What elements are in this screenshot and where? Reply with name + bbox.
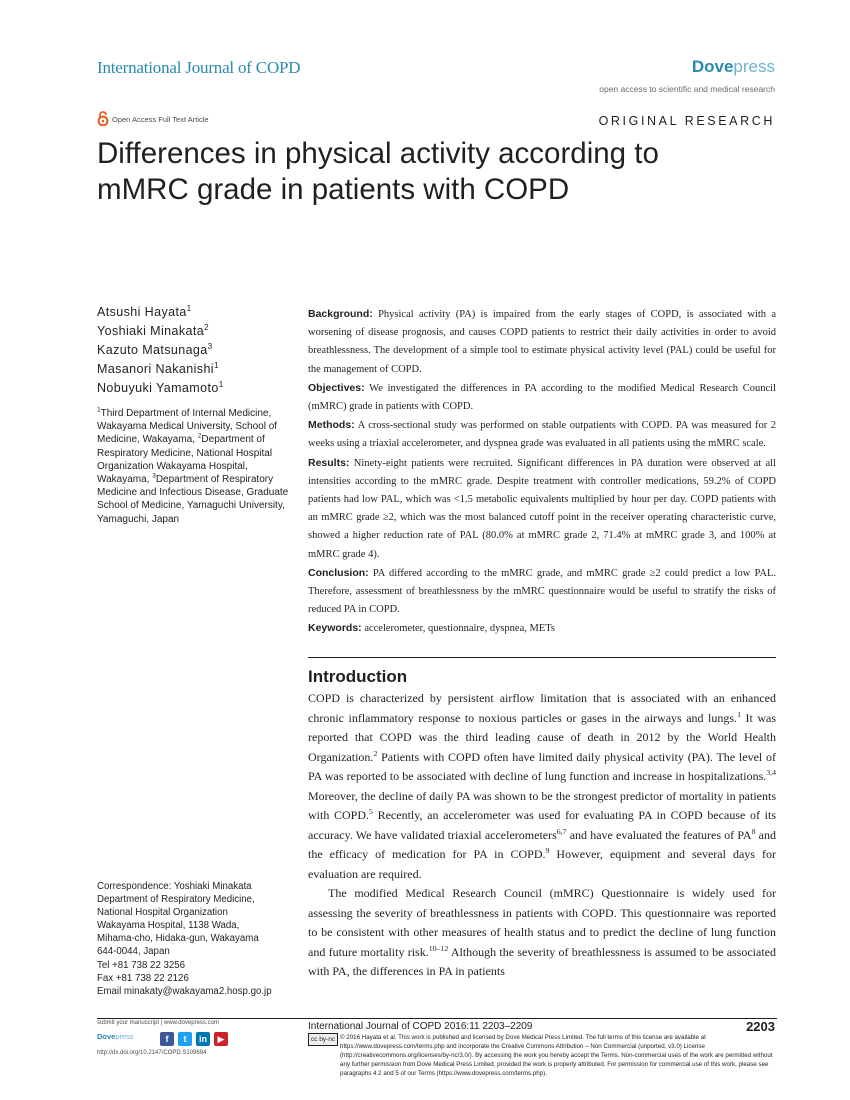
abstract-conclusion xyxy=(308,564,776,620)
results-label: Results: xyxy=(308,456,350,469)
citation-ref: 10–12 xyxy=(428,943,449,953)
abstract-methods xyxy=(308,416,776,453)
correspondence-line: Wakayama Hospital, 1138 Wada, xyxy=(97,920,240,932)
text-segment: Although the severity of breathlessness is assumed to be associated with PA, the differences in PA in patients xyxy=(308,944,776,978)
text-segment: However, equipment and several days for evaluation are required. xyxy=(308,847,776,881)
conclusion-label: Conclusion: xyxy=(308,566,369,579)
introduction-paragraph-1 xyxy=(308,689,776,884)
author-name-text: Kazuto Matsunaga xyxy=(97,343,208,357)
abstract-divider xyxy=(308,657,776,658)
abstract xyxy=(308,305,776,639)
author-name-text: Yoshiaki Minakata xyxy=(97,324,205,338)
affiliation-number: 1 xyxy=(97,406,101,414)
introduction-heading: Introduction xyxy=(308,667,408,686)
correspondence-line: Fax +81 738 22 2126 xyxy=(97,972,189,984)
correspondence-line: Correspondence: Yoshiaki Minakata xyxy=(97,881,252,892)
footer-logo-light: press xyxy=(115,1032,134,1041)
citation-ref: 6,7 xyxy=(556,826,567,836)
methods-text: A cross-sectional study was performed on stable outpatients with COPD. PA was measured for 2 weeks using a triaxial accelerometer, and dyspnea grade was evaluated in all patients using the mMRC scale. xyxy=(308,420,776,450)
abstract-background xyxy=(308,305,776,379)
correspondence-line: National Hospital Organization xyxy=(97,907,228,919)
author-name-text: Nobuyuki Yamamoto xyxy=(97,381,219,395)
author-affiliation-marker: 2 xyxy=(204,322,210,332)
social-links xyxy=(160,1032,228,1046)
doi-link[interactable]: http://dx.doi.org/10.2147/COPD.S109694 xyxy=(97,1050,207,1056)
author-name xyxy=(97,303,302,322)
affiliation-text: Third Department of Internal Medicine, Wakayama Medical University, School of Medicine, Wakayama, xyxy=(97,408,278,446)
open-access-label: Open Access Full Text Article xyxy=(112,115,209,124)
abstract-keywords xyxy=(308,619,776,638)
correspondence-line: Mihama-cho, Hidaka-gun, Wakayama xyxy=(97,933,259,945)
background-label: Background: xyxy=(308,308,373,320)
text-segment: Patients with COPD often have limited daily physical activity (PA). The level of PA was reported to be associated with decline of lung function and increase in hospitalizations. xyxy=(308,749,776,783)
page-number: 2203 xyxy=(746,1019,775,1034)
correspondence-line: Tel +81 738 22 3256 xyxy=(97,959,186,971)
open-access-lock-icon xyxy=(97,111,109,126)
article-title: Differences in physical activity according to mMRC grade in patients with COPD xyxy=(97,137,659,206)
citation-ref: 1 xyxy=(737,709,741,719)
author-name xyxy=(97,379,302,398)
background-text: Physical activity (PA) is impaired from the early stages of COPD, is associated with a worsening of disease prognosis, and causes COPD patients to restrict their daily activities in order to avoid breathlessness. The development of a simple tool to estimate physical activity level (PAL) could be useful for the management of COPD. xyxy=(308,309,776,375)
results-text: Ninety-eight patients were recruited. Significant differences in PA duration were observed at all intensities according to the mMRC grade. Despite treatment with controller medications, 59.2% of COPD patients had low PAL, which was <1.5 metabolic equivalents multiplied by hour per day. COPD patients with an mMRC grade ≥2, which was the most balanced cutoff point in the receiver operating characteristic curve, showed a higher reduction rate of PAL (80.0% at mMRC grade 2, 71.4% at mMRC grade 3, and 100% at mMRC grade 4). xyxy=(308,457,777,560)
footer-citation: International Journal of COPD 2016:11 2203–2209 xyxy=(308,1021,533,1032)
dovepress-logo[interactable] xyxy=(692,57,775,77)
introduction-body xyxy=(308,689,776,982)
objectives-text: We investigated the differences in PA according to the modified Medical Research Council (mMRC) grade in patients with COPD. xyxy=(308,382,776,413)
submit-manuscript-link[interactable]: submit your manuscript | www.dovepress.com xyxy=(97,1020,219,1026)
text-segment: and the efficacy of medication for PA in COPD. xyxy=(308,827,777,861)
logo-light: press xyxy=(733,57,775,76)
introduction-paragraph-2 xyxy=(308,884,776,982)
citation-ref: 8 xyxy=(751,826,756,836)
citation-ref: 2 xyxy=(373,748,378,758)
footer-logo-bold: Dove xyxy=(97,1032,116,1041)
citation-ref: 3,4 xyxy=(766,768,776,777)
methods-label: Methods: xyxy=(308,419,355,432)
footer-divider xyxy=(97,1018,777,1019)
social-icon[interactable]: t xyxy=(178,1032,192,1046)
author-affiliation-marker: 1 xyxy=(213,360,219,370)
text-segment: Moreover, the decline of daily PA was shown to be the strongest predictor of mortality in patients with COPD. xyxy=(308,788,776,822)
license-text: © 2016 Hayata et al. This work is published and licensed by Dove Medical Press Limited. The full terms of this license are available at https://www.dovepress.com/terms.php and incorporate the Creative Commons Attribution – Non Commercial (unported, v3.0) License (http://creativecommons.org/licenses/by-nc/3.0/). By accessing the work you hereby accept the Terms. Non-commercial uses of the work are permitted without any further permission from Dove Medical Press Limited, provided the work is properly attributed. For permission for commercial use of this work, please see paragraphs 4.2 and 5 of our Terms (https://www.dovepress.com/terms.php). xyxy=(340,1034,773,1077)
author-affiliation-marker: 1 xyxy=(186,303,192,313)
text-segment: and have evaluated the features of PA xyxy=(566,827,752,842)
affiliation-number: 2 xyxy=(197,433,202,441)
creative-commons-badge[interactable]: cc by-nc xyxy=(308,1033,338,1046)
citation-ref: 5 xyxy=(369,807,373,816)
author-name xyxy=(97,322,302,341)
author-affiliation-marker: 3 xyxy=(207,341,213,351)
publisher-tagline: open access to scientific and medical research xyxy=(599,84,775,94)
text-segment: The modified Medical Research Council (mMRC) Questionnaire is widely used for assessing the severity of breathlessness in patients with COPD. This questionnaire was reported to be consistent with other measures of health status and to predict the decline of lung function and future mortality risk. xyxy=(308,886,776,959)
text-segment: COPD is characterized by persistent airflow limitation that is associated with an enhanced chronic inflammatory response to noxious particles or gases in the airways and lungs. xyxy=(308,691,776,725)
author-name-text: Masanori Nakanishi xyxy=(97,362,214,376)
conclusion-text: PA differed according to the mMRC grade, and mMRC grade ≥2 could predict a low PAL. Therefore, assessment of breathlessness by the mMRC questionnaire would be useful to stratify the risks of reduced PA in COPD. xyxy=(308,567,776,616)
affiliations xyxy=(97,407,297,526)
keywords-label: Keywords: xyxy=(308,622,362,635)
correspondence xyxy=(97,880,302,998)
author-list xyxy=(97,303,302,398)
text-segment: It was reported that COPD was the third leading cause of death in 2012 by the World Health Organization. xyxy=(308,710,776,764)
correspondence-line: 644-0044, Japan xyxy=(97,946,170,958)
correspondence-line: Department of Respiratory Medicine, xyxy=(97,894,255,906)
social-icon[interactable]: in xyxy=(196,1032,210,1046)
citation-ref: 9 xyxy=(545,846,550,855)
affiliation-text: Department of Respiratory Medicine, National Hospital Organization Wakayama Hospital, Wakayama, xyxy=(97,434,273,486)
social-icon[interactable]: f xyxy=(160,1032,174,1046)
abstract-objectives xyxy=(308,379,776,416)
footer-dovepress-logo[interactable] xyxy=(97,1032,134,1041)
correspondence-line: Email minakaty@wakayama2.hosp.go.jp xyxy=(97,985,272,997)
keywords-text: accelerometer, questionnaire, dyspnea, METs xyxy=(364,623,555,635)
logo-bold: Dove xyxy=(691,57,734,76)
journal-title: International Journal of COPD xyxy=(97,58,301,77)
author-name xyxy=(97,360,302,379)
affiliation-number: 3 xyxy=(152,472,156,480)
text-segment: Recently, an accelerometer was used for evaluating PA in COPD because of its accuracy. We have validated triaxial accelerometers xyxy=(308,808,776,842)
author-name xyxy=(97,341,302,360)
article-type: ORIGINAL RESEARCH xyxy=(598,114,775,128)
social-icon[interactable]: ▶ xyxy=(214,1032,228,1046)
objectives-label: Objectives: xyxy=(308,381,365,394)
author-affiliation-marker: 1 xyxy=(218,379,224,389)
author-name-text: Atsushi Hayata xyxy=(97,305,187,319)
affiliation-text: Department of Respiratory Medicine and Infectious Disease, Graduate School of Medicine, Yamaguchi University, Yamaguchi, Japan xyxy=(97,474,289,525)
abstract-results xyxy=(308,454,776,564)
